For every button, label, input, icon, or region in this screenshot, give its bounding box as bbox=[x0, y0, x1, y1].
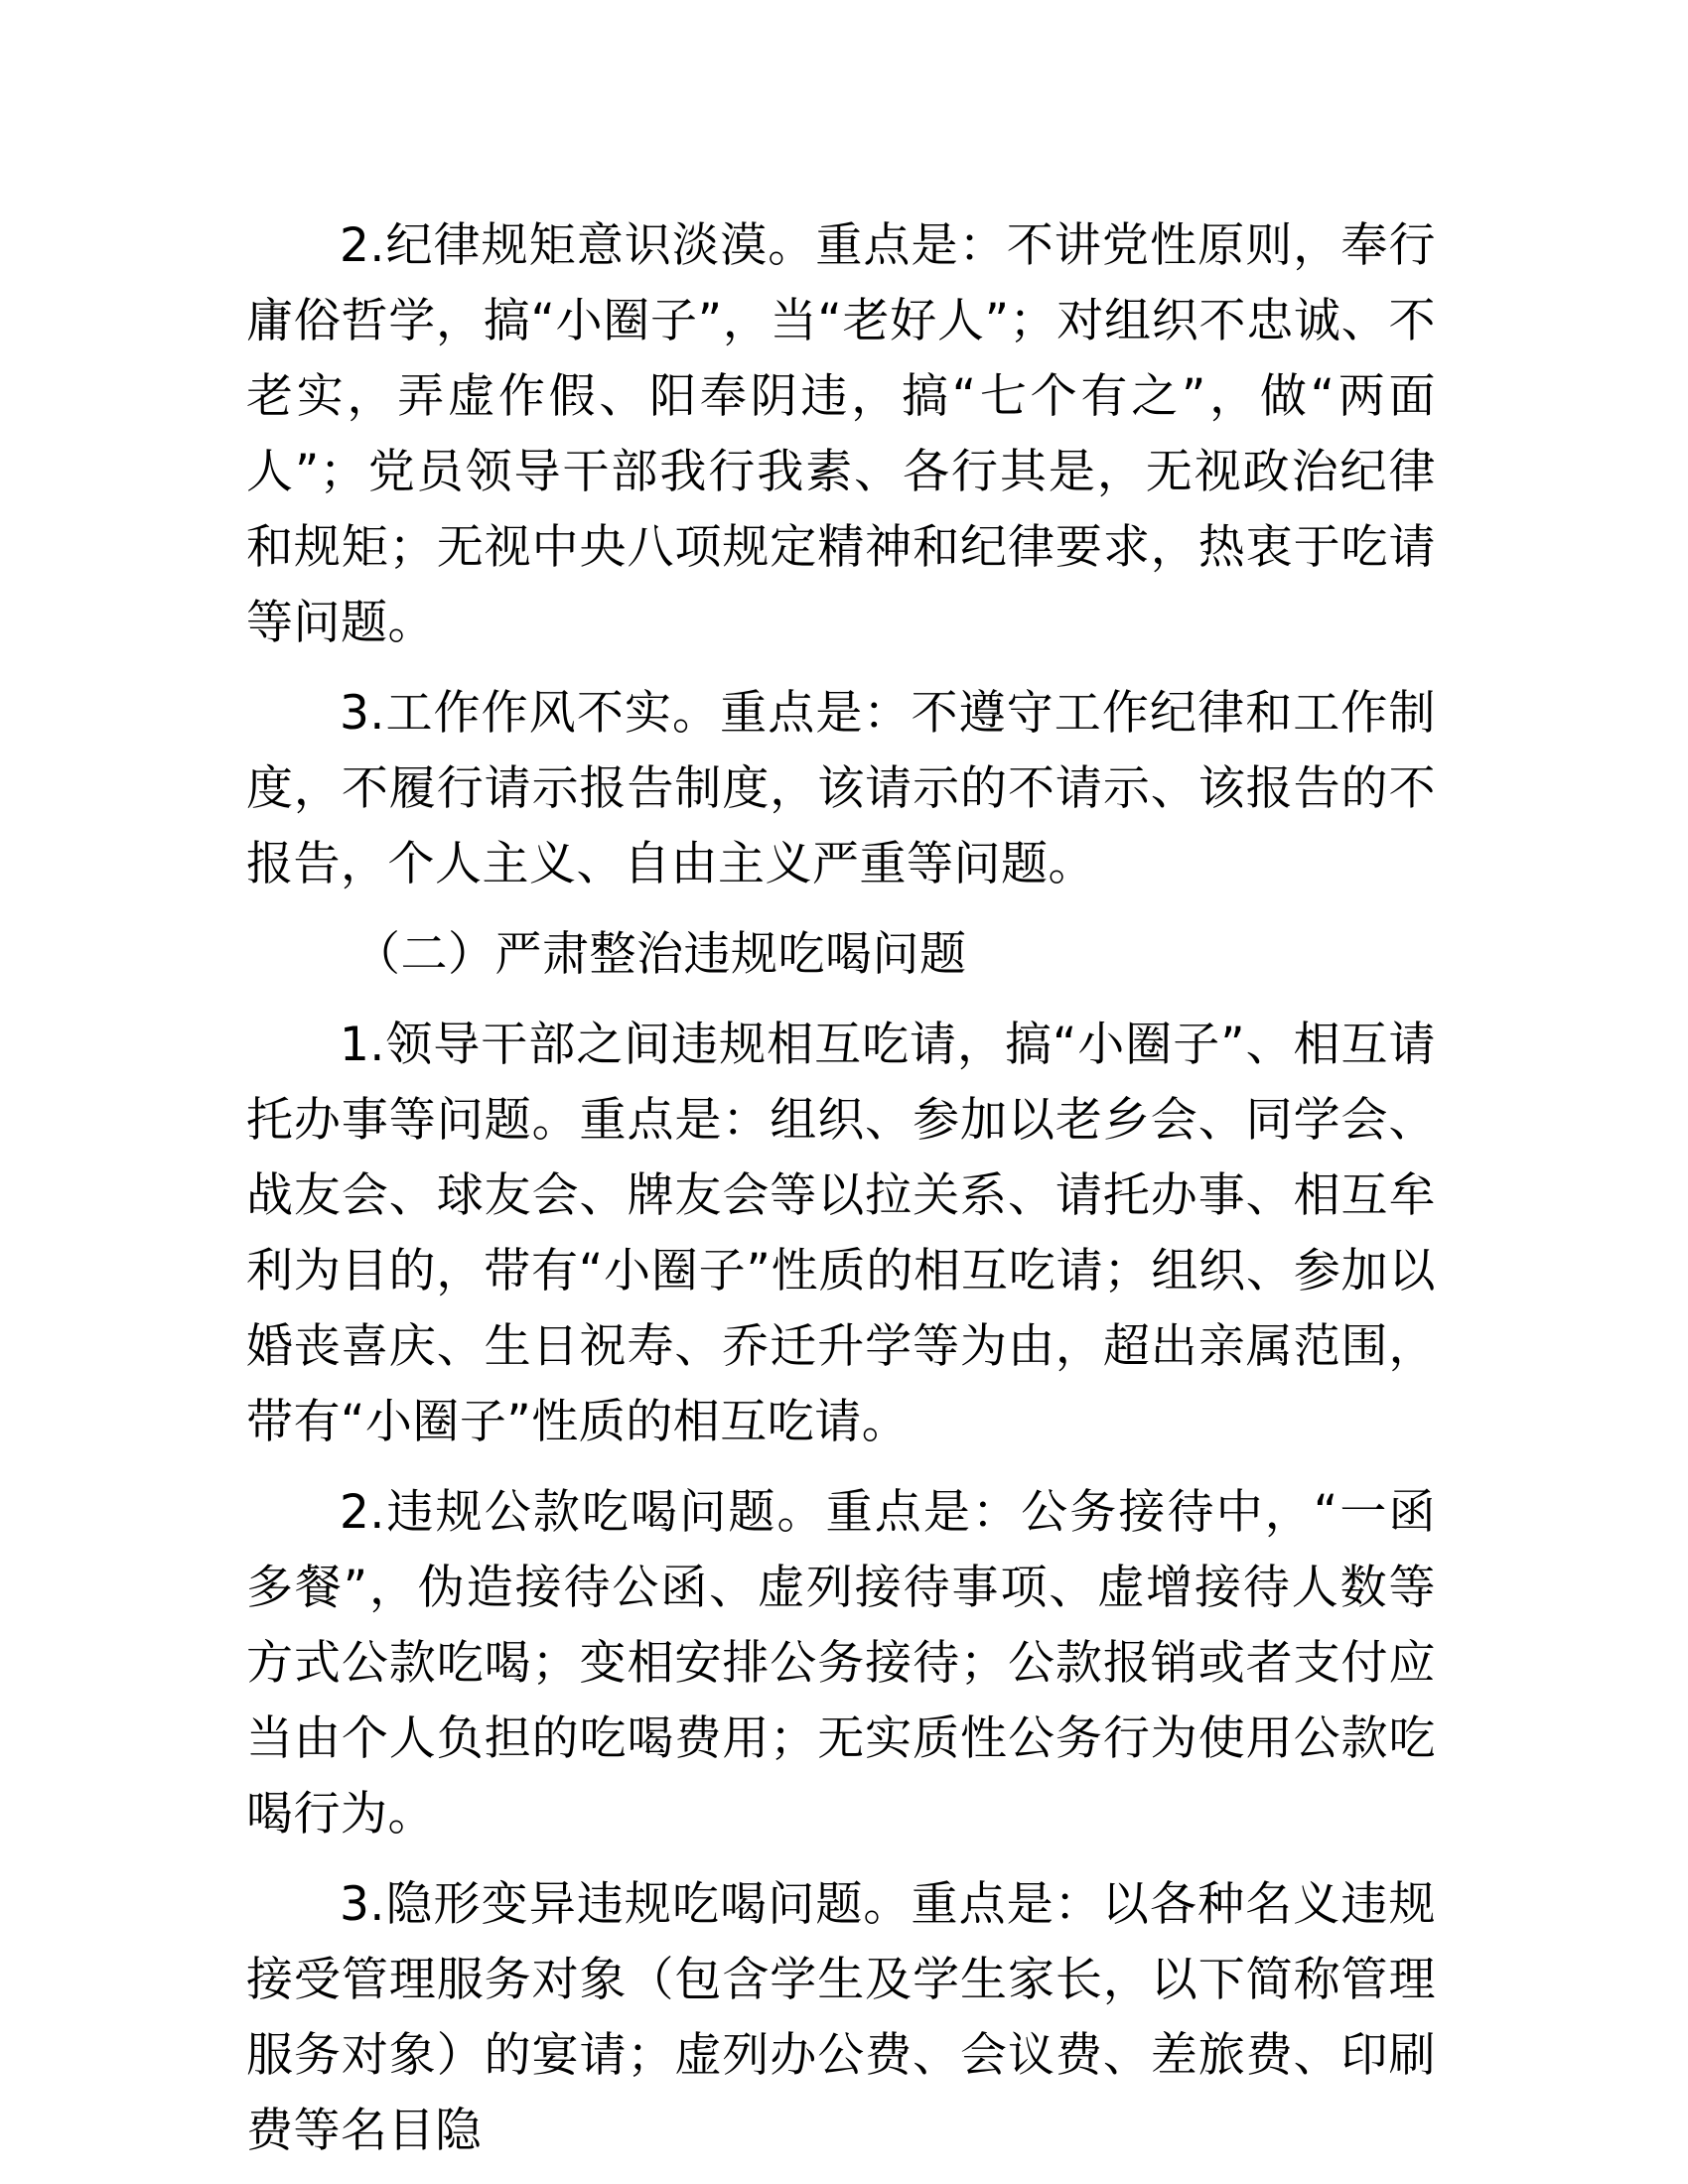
paragraph-hidden-variants: 3.隐形变异违规吃喝问题。重点是：以各种名义违规接受管理服务对象（包含学生及学生家长，以下简称管理服务对象）的宴请；虚列办公费、会议费、差旅费、印刷费等名目隐 bbox=[246, 1877, 1436, 2158]
paragraph-public-funds: 2.违规公款吃喝问题。重点是：公务接待中，“一函多餐”，伪造接待公函、虚列接待事项、虚增接待人数等方式公款吃喝；变相安排公务接待；公款报销或者支付应当由个人负担的吃喝费用；无实质性公务行为使用公款吃喝行为。 bbox=[246, 1485, 1436, 1842]
document-body bbox=[246, 208, 1436, 2184]
paragraph-discipline-awareness: 2.纪律规矩意识淡漠。重点是：不讲党性原则，奉行庸俗哲学，搞“小圈子”，当“老好人”；对组织不忠诚、不老实，弄虚作假、阳奉阴违，搞“七个有之”，做“两面人”；党员领导干部我行我素、各行其是，无视政治纪律和规矩；无视中央八项规定精神和纪律要求，热衷于吃请等问题。 bbox=[246, 218, 1436, 650]
paragraph-work-style: 3.工作作风不实。重点是：不遵守工作纪律和工作制度，不履行请示报告制度，该请示的不请示、该报告的不报告，个人主义、自由主义严重等问题。 bbox=[246, 686, 1436, 891]
paragraph-mutual-treating: 1.领导干部之间违规相互吃请，搞“小圈子”、相互请托办事等问题。重点是：组织、参加以老乡会、同学会、战友会、球友会、牌友会等以拉关系、请托办事、相互牟利为目的，带有“小圈子”性质的相互吃请；组织、参加以婚丧喜庆、生日祝寿、乔迁升学等为由，超出亲属范围，带有“小圈子”性质的相互吃请。 bbox=[246, 1018, 1436, 1449]
section-heading-eating-drinking: （二）严肃整治违规吃喝问题 bbox=[353, 927, 967, 982]
